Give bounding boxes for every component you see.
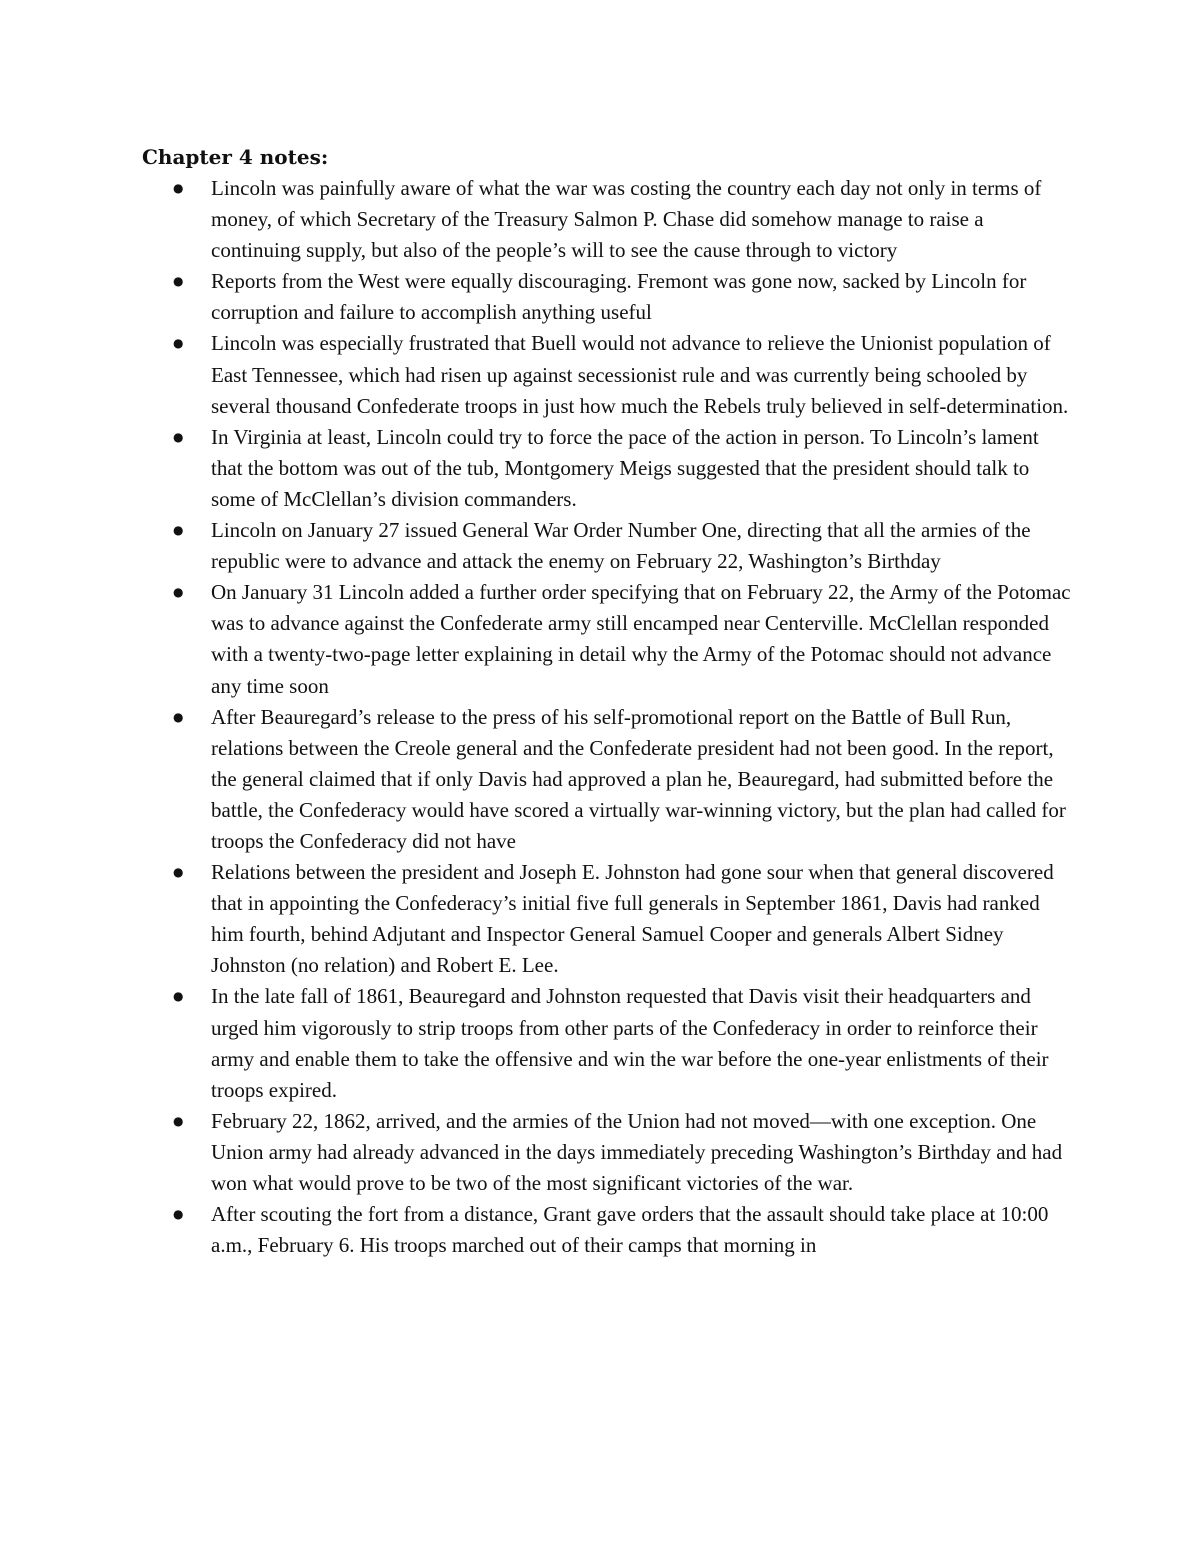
note-text: Lincoln on January 27 issued General War Order Number One, directing that all the armies of the republic were to advance and attack the enemy on February 22, Washington’s Birthday [211, 518, 1031, 574]
bullet-icon: ● [173, 181, 184, 195]
list-item [142, 857, 1072, 981]
list-item [142, 981, 1072, 1105]
list-item [142, 1106, 1072, 1199]
bullet-icon: ● [173, 1207, 184, 1222]
bullet-icon: ● [173, 865, 184, 880]
bullet-icon: ● [173, 274, 184, 289]
notes-list [142, 173, 1072, 1261]
list-item [142, 1199, 1072, 1261]
note-text: Lincoln was especially frustrated that Buell would not advance to relieve the Unionist population of East Tennessee, which had risen up against secessionist rule and was currently being schooled by several thousand Confederate troops in just how much the Rebels truly believed in self-determination. [211, 331, 1069, 418]
bullet-icon: ● [173, 1113, 184, 1128]
note-text: Lincoln was painfully aware of what the war was costing the country each day not only in terms of money, of which Secretary of the Treasury Salmon P. Chase did somehow manage to raise a continuing supply, but also of the people’s will to see the cause through to victory [211, 176, 1042, 263]
note-text: Reports from the West were equally discouraging. Fremont was gone now, sacked by Lincoln for corruption and failure to accomplish anything useful [211, 269, 1027, 325]
list-item [142, 577, 1072, 701]
list-item [142, 328, 1072, 421]
document-body [142, 142, 1072, 1261]
bullet-icon: ● [173, 709, 184, 724]
note-text: In the late fall of 1861, Beauregard and Johnston requested that Davis visit their headquarters and urged him vigorously to strip troops from other parts of the Confederacy in order to reinforce their army and enable them to take the offensive and win the war before the one-year enlistments of their troops expired. [211, 984, 1049, 1102]
note-text: After scouting the fort from a distance, Grant gave orders that the assault should take place at 10:00 a.m., February 6. His troops marched out of their camps that morning in [211, 1202, 1049, 1258]
list-item [142, 266, 1072, 328]
bullet-icon: ● [173, 989, 184, 1004]
page-title: Chapter 4 notes: [142, 145, 329, 169]
bullet-icon: ● [173, 429, 184, 444]
list-item [142, 515, 1072, 577]
bullet-icon: ● [173, 336, 184, 351]
list-item [142, 173, 1072, 266]
bullet-icon: ● [173, 585, 184, 600]
bullet-icon: ● [173, 523, 184, 538]
list-item [142, 702, 1072, 857]
note-text: February 22, 1862, arrived, and the armies of the Union had not moved—with one exception. One Union army had already advanced in the days immediately preceding Washington’s Birthday and had won what would prove to be two of the most significant victories of the war. [211, 1108, 1063, 1195]
note-text: On January 31 Lincoln added a further order specifying that on February 22, the Army of the Potomac was to advance against the Confederate army still encamped near Centerville. McClellan responded with a twenty-two-page letter explaining in detail why the Army of the Potomac should not advance any time soon [211, 580, 1071, 698]
note-text: Relations between the president and Joseph E. Johnston had gone sour when that general discovered that in appointing the Confederacy’s initial five full generals in September 1861, Davis had ranked him fourth, behind Adjutant and Inspector General Samuel Cooper and generals Albert Sidney Johnston (no relation) and Robert E. Lee. [211, 860, 1054, 978]
note-text: After Beauregard’s release to the press of his self-promotional report on the Battle of Bull Run, relations between the Creole general and the Confederate president had not been good. In the report, the general claimed that if only Davis had approved a plan he, Beauregard, had submitted before the battle, the Confederacy would have scored a virtually war-winning victory, but the plan had called for troops the Confederacy did not have [211, 704, 1066, 853]
list-item [142, 422, 1072, 515]
note-text: In Virginia at least, Lincoln could try to force the pace of the action in person. To Lincoln’s lament that the bottom was out of the tub, Montgomery Meigs suggested that the president should talk to some of McClellan’s division commanders. [211, 424, 1039, 511]
